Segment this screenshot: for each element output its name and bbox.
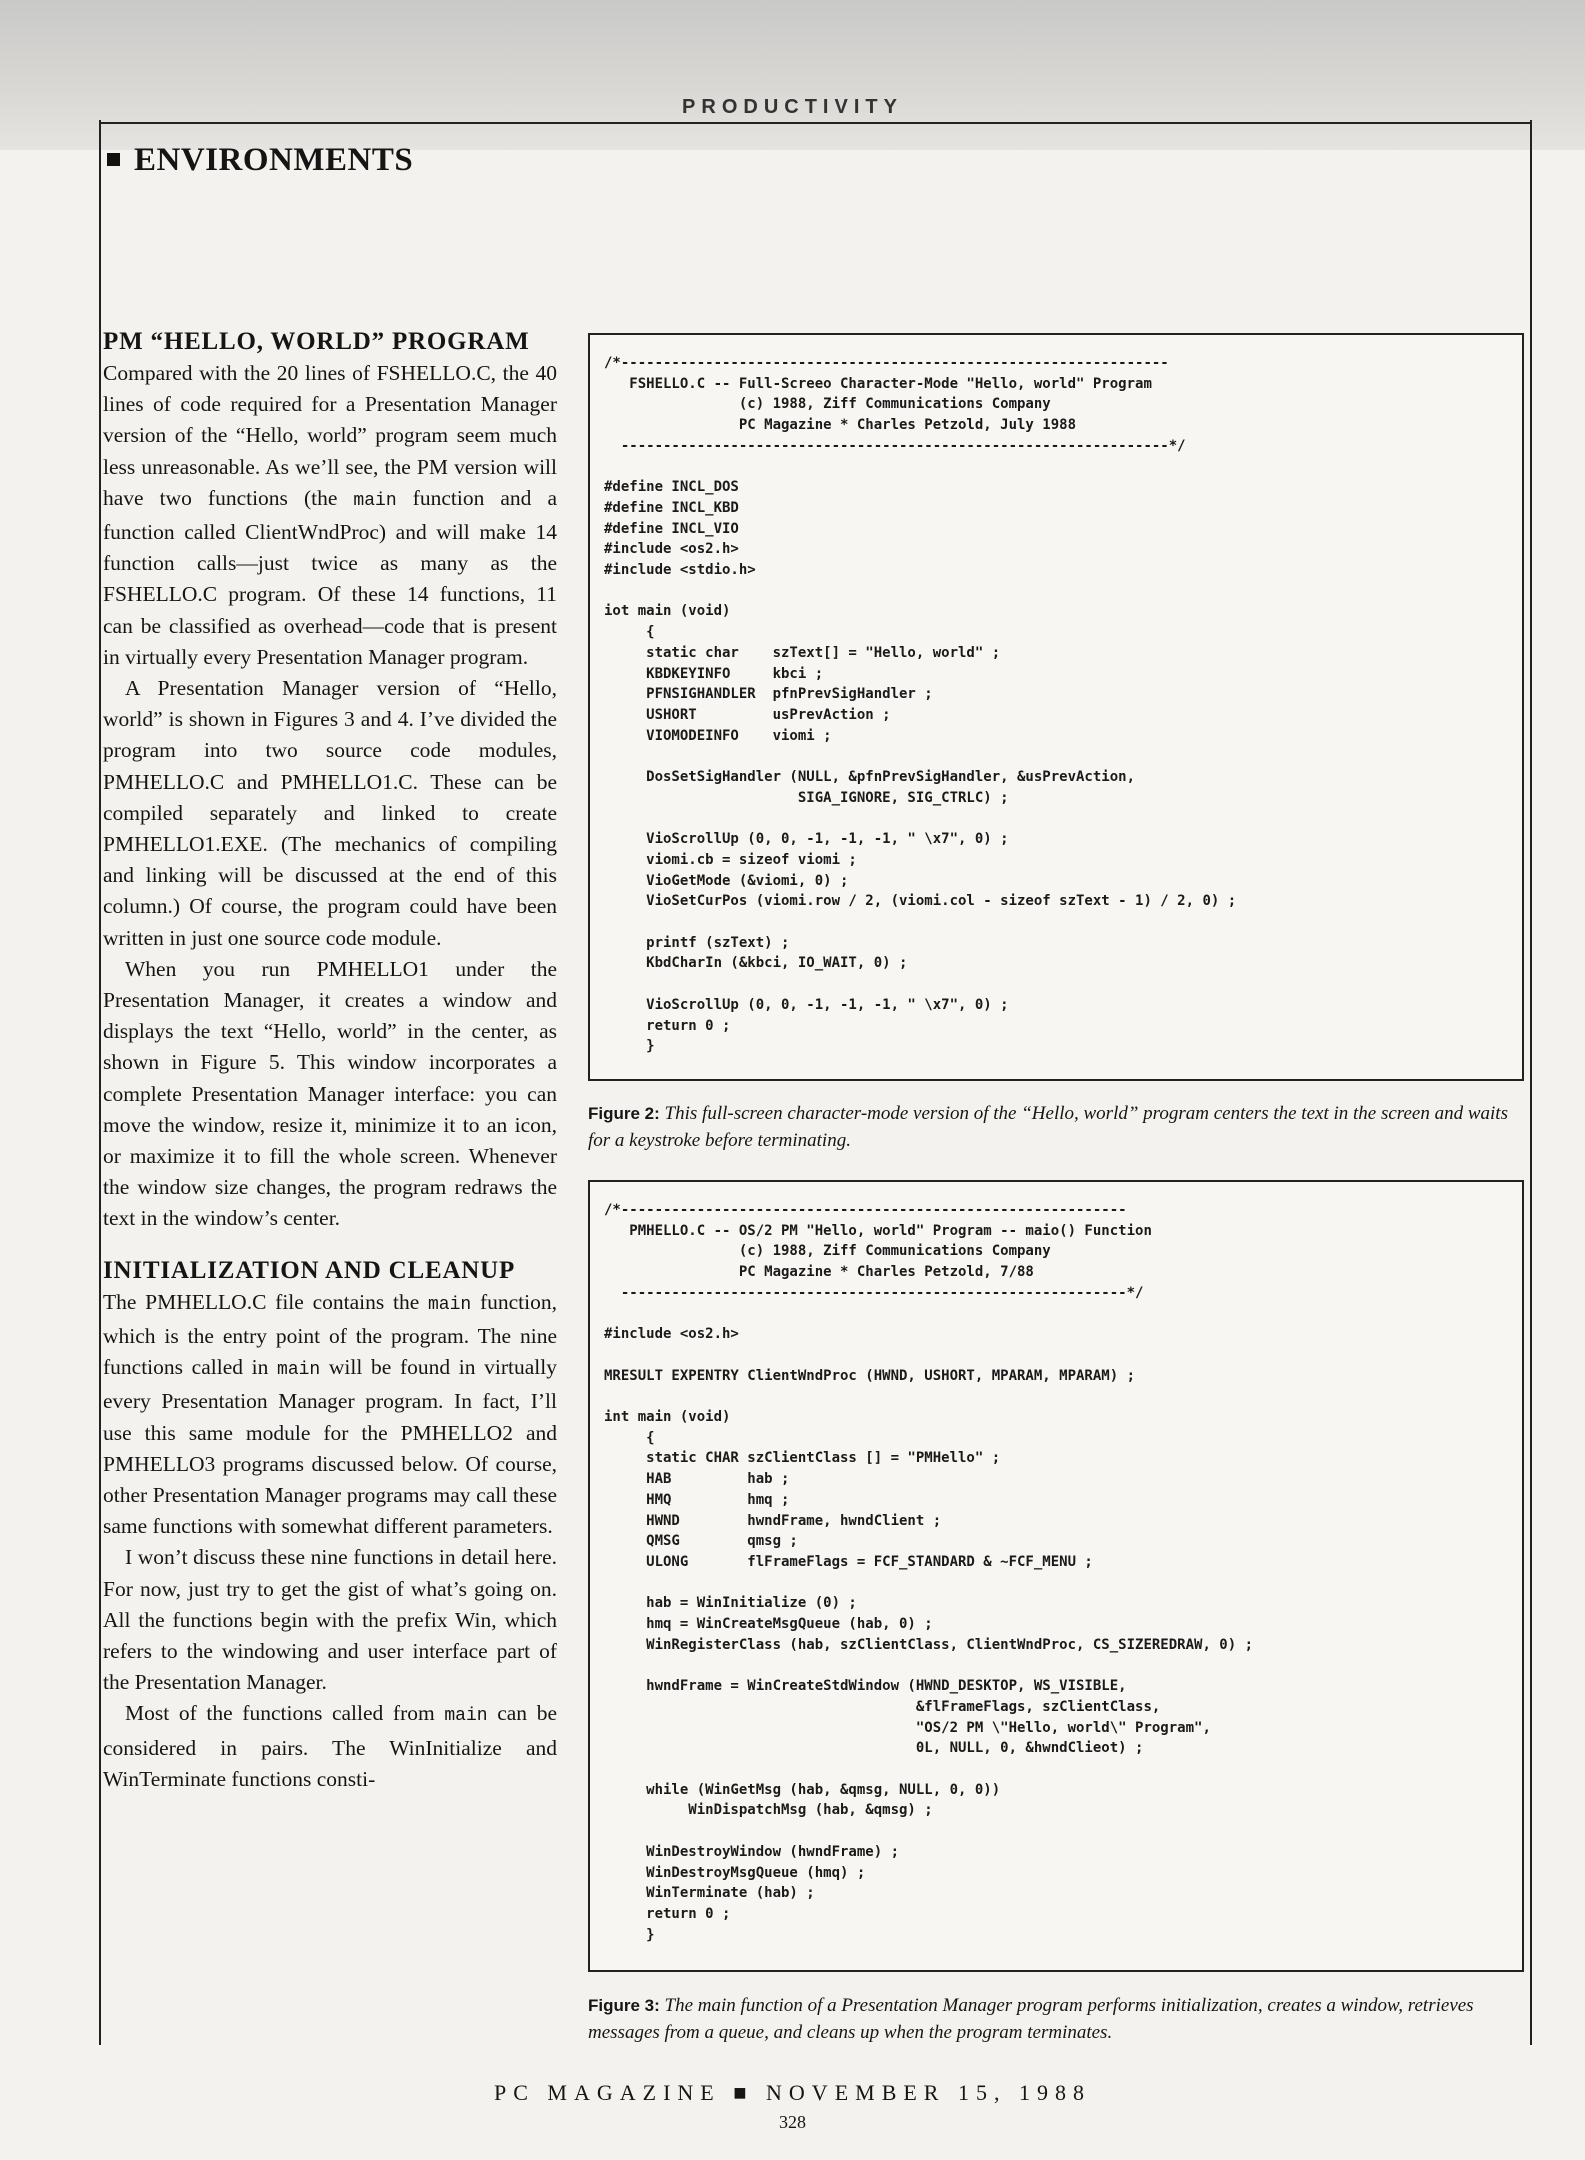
figure-2-code-box: [588, 333, 1524, 1081]
paragraph-1: Compared with the 20 lines of FSHELLO.C, the 40 lines of code required for a Presentation Manager version of the “Hello, world” program seem much less unreasonable. As we’ll see, the PM version will have two functions (the main function and a function called ClientWndProc) and will make 14 function calls—just twice as many as the FSHELLO.C program. Of these 14 functions, 11 can be classified as overhead—code that is present in virtually every Presentation Manager program.: [103, 361, 557, 669]
figure-3-code-box: [588, 1180, 1524, 1972]
page-number: 328: [779, 2112, 806, 2132]
figure-2-caption-text: This full-screen character-mode version of the “Hello, world” program centers the text in the screen and waits for a keystroke before terminating.: [588, 1103, 1508, 1151]
figure-2-code: /*----------------------------------------------------------------- FSHELLO.C -- Full-Screeo Character-Mode "Hello, world" Program (c) 1988, Ziff Communications Company PC Magazine * Charles Petzold, July 1988 -----------------------------------------------------------------*/ #define INCL_DOS #define INCL_KBD #define INCL_VIO #include <os2.h> #include <stdio.h> iot main (void) { static char szText[] = "Hello, world" ; KBDKEYINFO kbci ; PFNSIGHANDLER pfnPrevSigHandler ; USHORT usPrevAction ; VIOMODEINFO viomi ; DosSetSigHandler (NULL, &pfnPrevSigHandler, &usPrevAction, SIGA_IGNORE, SIG_CTRLC) ; VioScrollUp (0, 0, -1, -1, -1, " \x7", 0) ; viomi.cb = sizeof viomi ; VioGetMode (&viomi, 0) ; VioSetCurPos (viomi.row / 2, (viomi.col - sizeof szText - 1) / 2, 0) ; printf (szText) ; KbdCharIn (&kbci, IO_WAIT, 0) ; VioScrollUp (0, 0, -1, -1, -1, " \x7", 0) ; return 0 ; }: [604, 355, 1237, 1055]
figure-2-label: Figure 2:: [588, 1104, 660, 1123]
section-label: PRODUCTIVITY: [682, 96, 903, 118]
top-band: [0, 0, 1585, 150]
paragraph-2: A Presentation Manager version of “Hello, world” is shown in Figures 3 and 4. I’ve divided the program into two source code modules, PMHELLO.C and PMHELLO1.C. These can be compiled separately and linked to create PMHELLO1.EXE. (The mechanics of compiling and linking will be discussed at the end of this column.) Of course, the program could have been written in just one source code module.: [103, 676, 557, 950]
square-bullet-icon: [107, 153, 120, 166]
paragraph-3: When you run PMHELLO1 under the Presentation Manager, it creates a window and displays the text “Hello, world” in the center, as shown in Figure 5. This window incorporates a complete Presentation Manager interface: you can move the window, resize it, minimize it to an icon, or maximize it to fill the whole screen. Whenever the window size changes, the program redraws the text in the window’s center.: [103, 956, 557, 1231]
article-body: [103, 326, 557, 2046]
frame-top-rule: [99, 122, 1532, 124]
paragraph-5: I won’t discuss these nine functions in detail here. For now, just try to get the gist of what’s going on. All the functions begin with the prefix Win, which refers to the windowing and user interface part of the Presentation Manager.: [103, 1545, 557, 1695]
section-heading-2: INITIALIZATION AND CLEANUP: [103, 1256, 516, 1284]
paragraph-6: Most of the functions called from main can be considered in pairs. The WinInitialize and WinTerminate functions consti-: [103, 1701, 557, 1791]
frame-left-rule: [99, 120, 101, 2045]
figure-3-caption-text: The main function of a Presentation Manager program performs initialization, creates a window, retrieves messages from a queue, and cleans up when the program terminates.: [588, 1995, 1474, 2043]
column-title-text: ENVIRONMENTS: [134, 142, 414, 178]
section-heading-1: PM “HELLO, WORLD” PROGRAM: [103, 328, 530, 355]
frame-right-rule: [1530, 120, 1532, 2045]
paragraph-4: The PMHELLO.C file contains the main function, which is the entry point of the program. The nine functions called in main will be found in virtually every Presentation Manager program. In fact, I’ll use this same module for the PMHELLO2 and PMHELLO3 programs discussed below. Of course, other Presentation Manager programs may call these same functions with somewhat different parameters.: [103, 1289, 557, 1539]
figure-3-code: /*------------------------------------------------------------ PMHELLO.C -- OS/2 PM "Hello, world" Program -- maio() Function (c) 1988, Ziff Communications Company PC Magazine * Charles Petzold, 7/88 ------------------------------------------------------------*/ #include <os2.h> MRESULT EXPENTRY ClientWndProc (HWND, USHORT, MPARAM, MPARAM) ; int main (void) { static CHAR szClientClass [] = "PMHello" ; HAB hab ; HMQ hmq ; HWND hwndFrame, hwndClient ; QMSG qmsg ; ULONG flFrameFlags = FCF_STANDARD & ~FCF_MENU ; hab = WinInitialize (0) ; hmq = WinCreateMsgQueue (hab, 0) ; WinRegisterClass (hab, szClientClass, ClientWndProc, CS_SIZEREDRAW, 0) ; hwndFrame = WinCreateStdWindow (HWND_DESKTOP, WS_VISIBLE, &flFrameFlags, szClientClass, "OS/2 PM \"Hello, world\" Program", 0L, NULL, 0, &hwndClieot) ; while (WinGetMsg (hab, &qmsg, NULL, 0, 0)) WinDispatchMsg (hab, &qmsg) ; WinDestroyWindow (hwndFrame) ; WinDestroyMsgQueue (hmq) ; WinTerminate (hab) ; return 0 ; }: [604, 1202, 1254, 1943]
figure-3-caption: [588, 1992, 1528, 2046]
column-title: [103, 142, 413, 179]
figure-2-caption: [588, 1100, 1528, 1154]
magazine-footer: PC MAGAZINE ■ NOVEMBER 15, 1988: [494, 2080, 1091, 2105]
figure-3-label: Figure 3:: [588, 1996, 660, 2015]
